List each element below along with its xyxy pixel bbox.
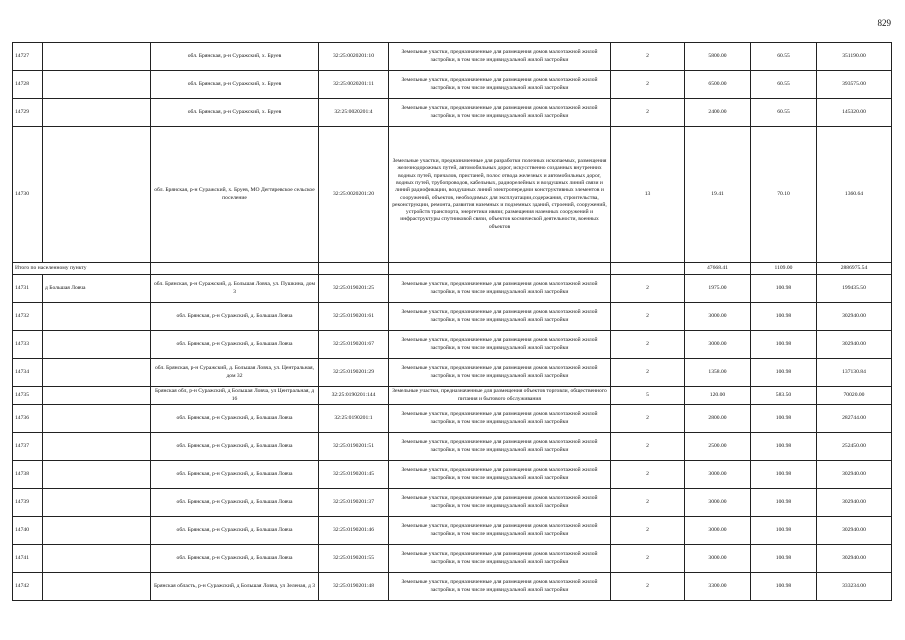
- subsection-cell: [43, 71, 151, 99]
- row-number: 14741: [13, 545, 43, 573]
- table-row: [13, 331, 892, 359]
- cadastral-number: 32:25:0190201:55: [319, 545, 389, 573]
- land-use-description: Земельные участки, предназначенные для размещения домов малоэтажной жилой застройки, в том числе индивидуальной жилой застройки: [389, 359, 611, 387]
- row-number: 14736: [13, 405, 43, 433]
- total-rate: 1109.00: [751, 263, 817, 275]
- subsection-cell: [43, 331, 151, 359]
- cadastral-number: 32:25:0190201:67: [319, 331, 389, 359]
- subsection-cell: [43, 99, 151, 127]
- total-value: 2886975.54: [817, 263, 892, 275]
- rate-value: 60.55: [751, 99, 817, 127]
- cadastral-number: 32:25:0190201:45: [319, 461, 389, 489]
- rate-value: 100.98: [751, 331, 817, 359]
- land-use-description: Земельные участки, предназначенные для размещения домов малоэтажной жилой застройки, в том числе индивидуальной жилой застройки: [389, 517, 611, 545]
- total-area: 47668.41: [685, 263, 751, 275]
- address-cell: обл. Брянская, р-н Суражский, д. Большая Ловча: [151, 405, 319, 433]
- cadastral-value: 1360.64: [817, 127, 892, 263]
- total-row: [13, 263, 892, 275]
- rate-value: 100.98: [751, 461, 817, 489]
- row-number: 14737: [13, 433, 43, 461]
- subsection-cell: [43, 43, 151, 71]
- area-value: 2500.00: [685, 433, 751, 461]
- cadastral-number: 32:25:0190201:25: [319, 275, 389, 303]
- cadastral-value: 333234.00: [817, 573, 892, 601]
- category-code: 5: [611, 387, 685, 405]
- cadastral-number: 32:25:0190201:37: [319, 489, 389, 517]
- row-number: 14728: [13, 71, 43, 99]
- cadastral-value: 393575.00: [817, 71, 892, 99]
- area-value: 1358.00: [685, 359, 751, 387]
- area-value: 19.41: [685, 127, 751, 263]
- cadastral-value: 199435.50: [817, 275, 892, 303]
- address-cell: обл. Брянская, р-н Суражский, д. Большая Ловча: [151, 303, 319, 331]
- table-row: [13, 303, 892, 331]
- cadastral-value: 351190.00: [817, 43, 892, 71]
- address-cell: обл. Брянская, р-н Суражский, д. Большая Ловча: [151, 517, 319, 545]
- area-value: 5800.00: [685, 43, 751, 71]
- area-value: 3000.00: [685, 489, 751, 517]
- cadastral-value: 302940.00: [817, 461, 892, 489]
- table-body-bottom: [13, 275, 892, 601]
- address-cell: обл. Брянская, р-н Суражский, х. Бруев: [151, 99, 319, 127]
- land-use-description: Земельные участки, предназначенные для размещения домов малоэтажной жилой застройки, в том числе индивидуальной жилой застройки: [389, 303, 611, 331]
- address-cell: обл. Брянская, р-н Суражский, д. Большая Ловча: [151, 331, 319, 359]
- cadastral-value: 302940.00: [817, 517, 892, 545]
- area-value: 3000.00: [685, 517, 751, 545]
- land-use-description: Земельные участки, предназначенные для размещения домов малоэтажной жилой застройки, в том числе индивидуальной жилой застройки: [389, 405, 611, 433]
- cadastral-value: 145320.00: [817, 99, 892, 127]
- table-row: [13, 275, 892, 303]
- row-number: 14734: [13, 359, 43, 387]
- category-code: 2: [611, 405, 685, 433]
- subsection-cell: д Большая Ловча: [43, 275, 151, 303]
- rate-value: 583.50: [751, 387, 817, 405]
- table-row: [13, 573, 892, 601]
- area-value: 1975.00: [685, 275, 751, 303]
- address-cell: обл. Брянская, р-н Суражский, д. Большая Ловча, ул. Пушкина, дом 3: [151, 275, 319, 303]
- category-code: 13: [611, 127, 685, 263]
- cadastral-number: 32:25:0020201:11: [319, 71, 389, 99]
- category-code: 2: [611, 303, 685, 331]
- rate-value: 60.55: [751, 43, 817, 71]
- area-value: 3000.00: [685, 331, 751, 359]
- subsection-cell: [43, 489, 151, 517]
- land-use-description: Земельные участки, предназначенные для размещения домов малоэтажной жилой застройки, в том числе индивидуальной жилой застройки: [389, 545, 611, 573]
- subsection-cell: [43, 303, 151, 331]
- cadastral-number: 32:25:0020201:4: [319, 99, 389, 127]
- row-number: 14729: [13, 99, 43, 127]
- subsection-cell: [43, 359, 151, 387]
- land-use-description: Земельные участки, предназначенные для размещения домов малоэтажной жилой застройки, в том числе индивидуальной жилой застройки: [389, 573, 611, 601]
- address-cell: Брянская обл, р-н Суражский, д Большая Ловча, ул Центральная, д 16: [151, 387, 319, 405]
- category-code: 2: [611, 573, 685, 601]
- row-number: 14732: [13, 303, 43, 331]
- table-row: [13, 517, 892, 545]
- page-number: 829: [877, 18, 891, 28]
- land-use-description: Земельные участки, предназначенные для размещения домов малоэтажной жилой застройки, в том числе индивидуальной жилой застройки: [389, 433, 611, 461]
- row-number: 14738: [13, 461, 43, 489]
- cadastral-number: 32:25:0190201:1: [319, 405, 389, 433]
- address-cell: обл. Брянская, р-н Суражский, д. Большая Ловча: [151, 545, 319, 573]
- address-cell: Брянская область, р-н Суражский, д Большая Ловча, ул Зеленая, д 3: [151, 573, 319, 601]
- table-row: [13, 545, 892, 573]
- row-number: 14727: [13, 43, 43, 71]
- address-cell: обл. Брянская, р-н Суражский, х. Бруев: [151, 43, 319, 71]
- area-value: 3000.00: [685, 303, 751, 331]
- cadastral-value: 70020.00: [817, 387, 892, 405]
- row-number: 14733: [13, 331, 43, 359]
- land-use-description: Земельные участки, предназначенные для размещения домов малоэтажной жилой застройки, в том числе индивидуальной жилой застройки: [389, 489, 611, 517]
- cadastral-table: [12, 42, 892, 601]
- rate-value: 100.98: [751, 359, 817, 387]
- subsection-cell: [43, 405, 151, 433]
- rate-value: 100.98: [751, 303, 817, 331]
- category-code: 2: [611, 71, 685, 99]
- cadastral-value: 137130.84: [817, 359, 892, 387]
- cadastral-value: 302940.00: [817, 545, 892, 573]
- address-cell: обл. Брянская, р-н Суражский, д. Большая Ловча: [151, 433, 319, 461]
- table-total-section: [13, 263, 892, 275]
- cadastral-value: 302940.00: [817, 331, 892, 359]
- table-row: [13, 359, 892, 387]
- subsection-cell: [43, 545, 151, 573]
- cadastral-number: 32:25:0190201:29: [319, 359, 389, 387]
- subsection-cell: [43, 127, 151, 263]
- land-use-description: Земельные участки, предназначенные для размещения домов малоэтажной жилой застройки, в том числе индивидуальной жилой застройки: [389, 43, 611, 71]
- cadastral-number: 32:25:0190201:61: [319, 303, 389, 331]
- table-row: [13, 405, 892, 433]
- table-row: [13, 461, 892, 489]
- category-code: 2: [611, 461, 685, 489]
- subsection-cell: [43, 573, 151, 601]
- category-code: 2: [611, 517, 685, 545]
- area-value: 120.00: [685, 387, 751, 405]
- cadastral-number: 32:25:0190201:51: [319, 433, 389, 461]
- rate-value: 100.98: [751, 275, 817, 303]
- cadastral-value: 302940.00: [817, 303, 892, 331]
- cadastral-number: 32:25:0020201:20: [319, 127, 389, 263]
- subsection-cell: [43, 387, 151, 405]
- rate-value: 70.10: [751, 127, 817, 263]
- land-use-description: Земельные участки, предназначенные для размещения домов малоэтажной жилой застройки, в том числе индивидуальной жилой застройки: [389, 99, 611, 127]
- category-code: 2: [611, 489, 685, 517]
- rate-value: 100.98: [751, 517, 817, 545]
- rate-value: 100.98: [751, 433, 817, 461]
- total-label: Итого по населенному пункту: [13, 263, 151, 275]
- rate-value: 100.98: [751, 405, 817, 433]
- category-code: 2: [611, 331, 685, 359]
- cadastral-number: 32:25:0020201:10: [319, 43, 389, 71]
- land-use-description: Земельные участки, предназначенные для размещения домов малоэтажной жилой застройки, в том числе индивидуальной жилой застройки: [389, 461, 611, 489]
- table-row: [13, 71, 892, 99]
- row-number: 14740: [13, 517, 43, 545]
- category-code: 2: [611, 545, 685, 573]
- cadastral-number: 32:25:0190201:46: [319, 517, 389, 545]
- land-use-description: Земельные участки, предназначенные для размещения домов малоэтажной жилой застройки, в том числе индивидуальной жилой застройки: [389, 275, 611, 303]
- subsection-cell: [43, 461, 151, 489]
- rate-value: 100.98: [751, 489, 817, 517]
- category-code: 2: [611, 99, 685, 127]
- area-value: 3300.00: [685, 573, 751, 601]
- cadastral-number: 32:25:0190201:144: [319, 387, 389, 405]
- table-body-top: [13, 43, 892, 263]
- area-value: 2400.00: [685, 99, 751, 127]
- rate-value: 100.98: [751, 545, 817, 573]
- land-use-description: Земельные участки, предназначенные для размещения домов малоэтажной жилой застройки, в том числе индивидуальной жилой застройки: [389, 71, 611, 99]
- row-number: 14730: [13, 127, 43, 263]
- category-code: 2: [611, 359, 685, 387]
- address-cell: обл. Брянская, р-н Суражский, д. Большая Ловча: [151, 489, 319, 517]
- table-row: [13, 489, 892, 517]
- table-row: [13, 387, 892, 405]
- table-row: [13, 127, 892, 263]
- category-code: 2: [611, 275, 685, 303]
- cadastral-value: 302940.00: [817, 489, 892, 517]
- category-code: 2: [611, 433, 685, 461]
- address-cell: обл. Брянская, р-н Суражский, х. Бруев, МО Дегтяревское сельское поселение: [151, 127, 319, 263]
- table-row: [13, 99, 892, 127]
- rate-value: 100.98: [751, 573, 817, 601]
- address-cell: обл. Брянская, р-н Суражский, д. Большая Ловча: [151, 461, 319, 489]
- address-cell: обл. Брянская, р-н Суражский, х. Бруев: [151, 71, 319, 99]
- cadastral-value: 252450.00: [817, 433, 892, 461]
- land-use-description: Земельные участки, предназначенные для размещения объектов торговли, общественного питания и бытового обслуживания: [389, 387, 611, 405]
- cadastral-value: 282744.00: [817, 405, 892, 433]
- cadastral-number: 32:25:0190201:48: [319, 573, 389, 601]
- area-value: 6500.00: [685, 71, 751, 99]
- subsection-cell: [43, 517, 151, 545]
- table-row: [13, 43, 892, 71]
- land-use-description: Земельные участки, предназначенные для размещения домов малоэтажной жилой застройки, в том числе индивидуальной жилой застройки: [389, 331, 611, 359]
- subsection-cell: [43, 433, 151, 461]
- category-code: 2: [611, 43, 685, 71]
- area-value: 2800.00: [685, 405, 751, 433]
- land-use-description: Земельные участки, предназначенные для разработки полезных ископаемых, размещения железнодорожных путей, автомобильных дорог, искусственно созданных внутренних водных путей, причалов, пристаней, полос отвода железных и автомобильных дорог, водных путей, трубопроводов, кабельных, радиорелейных и воздушных линий связи и линий радиофикации, воздушных линий электропередачи конструктивных элементов и сооружений, объектов, необходимых для эксплуатации,содержания, строительства, реконструкции, ремонта, развития наземных и подземных зданий, строений, сооружений, устройств транспорта, энергетики ивязи; размещения наземных сооружений и инфраструктуры спутниковой связи, объектов космической деятельности, военных объектов: [389, 127, 611, 263]
- area-value: 3000.00: [685, 545, 751, 573]
- area-value: 3000.00: [685, 461, 751, 489]
- row-number: 14742: [13, 573, 43, 601]
- row-number: 14735: [13, 387, 43, 405]
- row-number: 14739: [13, 489, 43, 517]
- table-row: [13, 433, 892, 461]
- row-number: 14731: [13, 275, 43, 303]
- address-cell: обл. Брянская, р-н Суражский, д. Большая Ловча, ул. Центральная, дом 32: [151, 359, 319, 387]
- rate-value: 60.55: [751, 71, 817, 99]
